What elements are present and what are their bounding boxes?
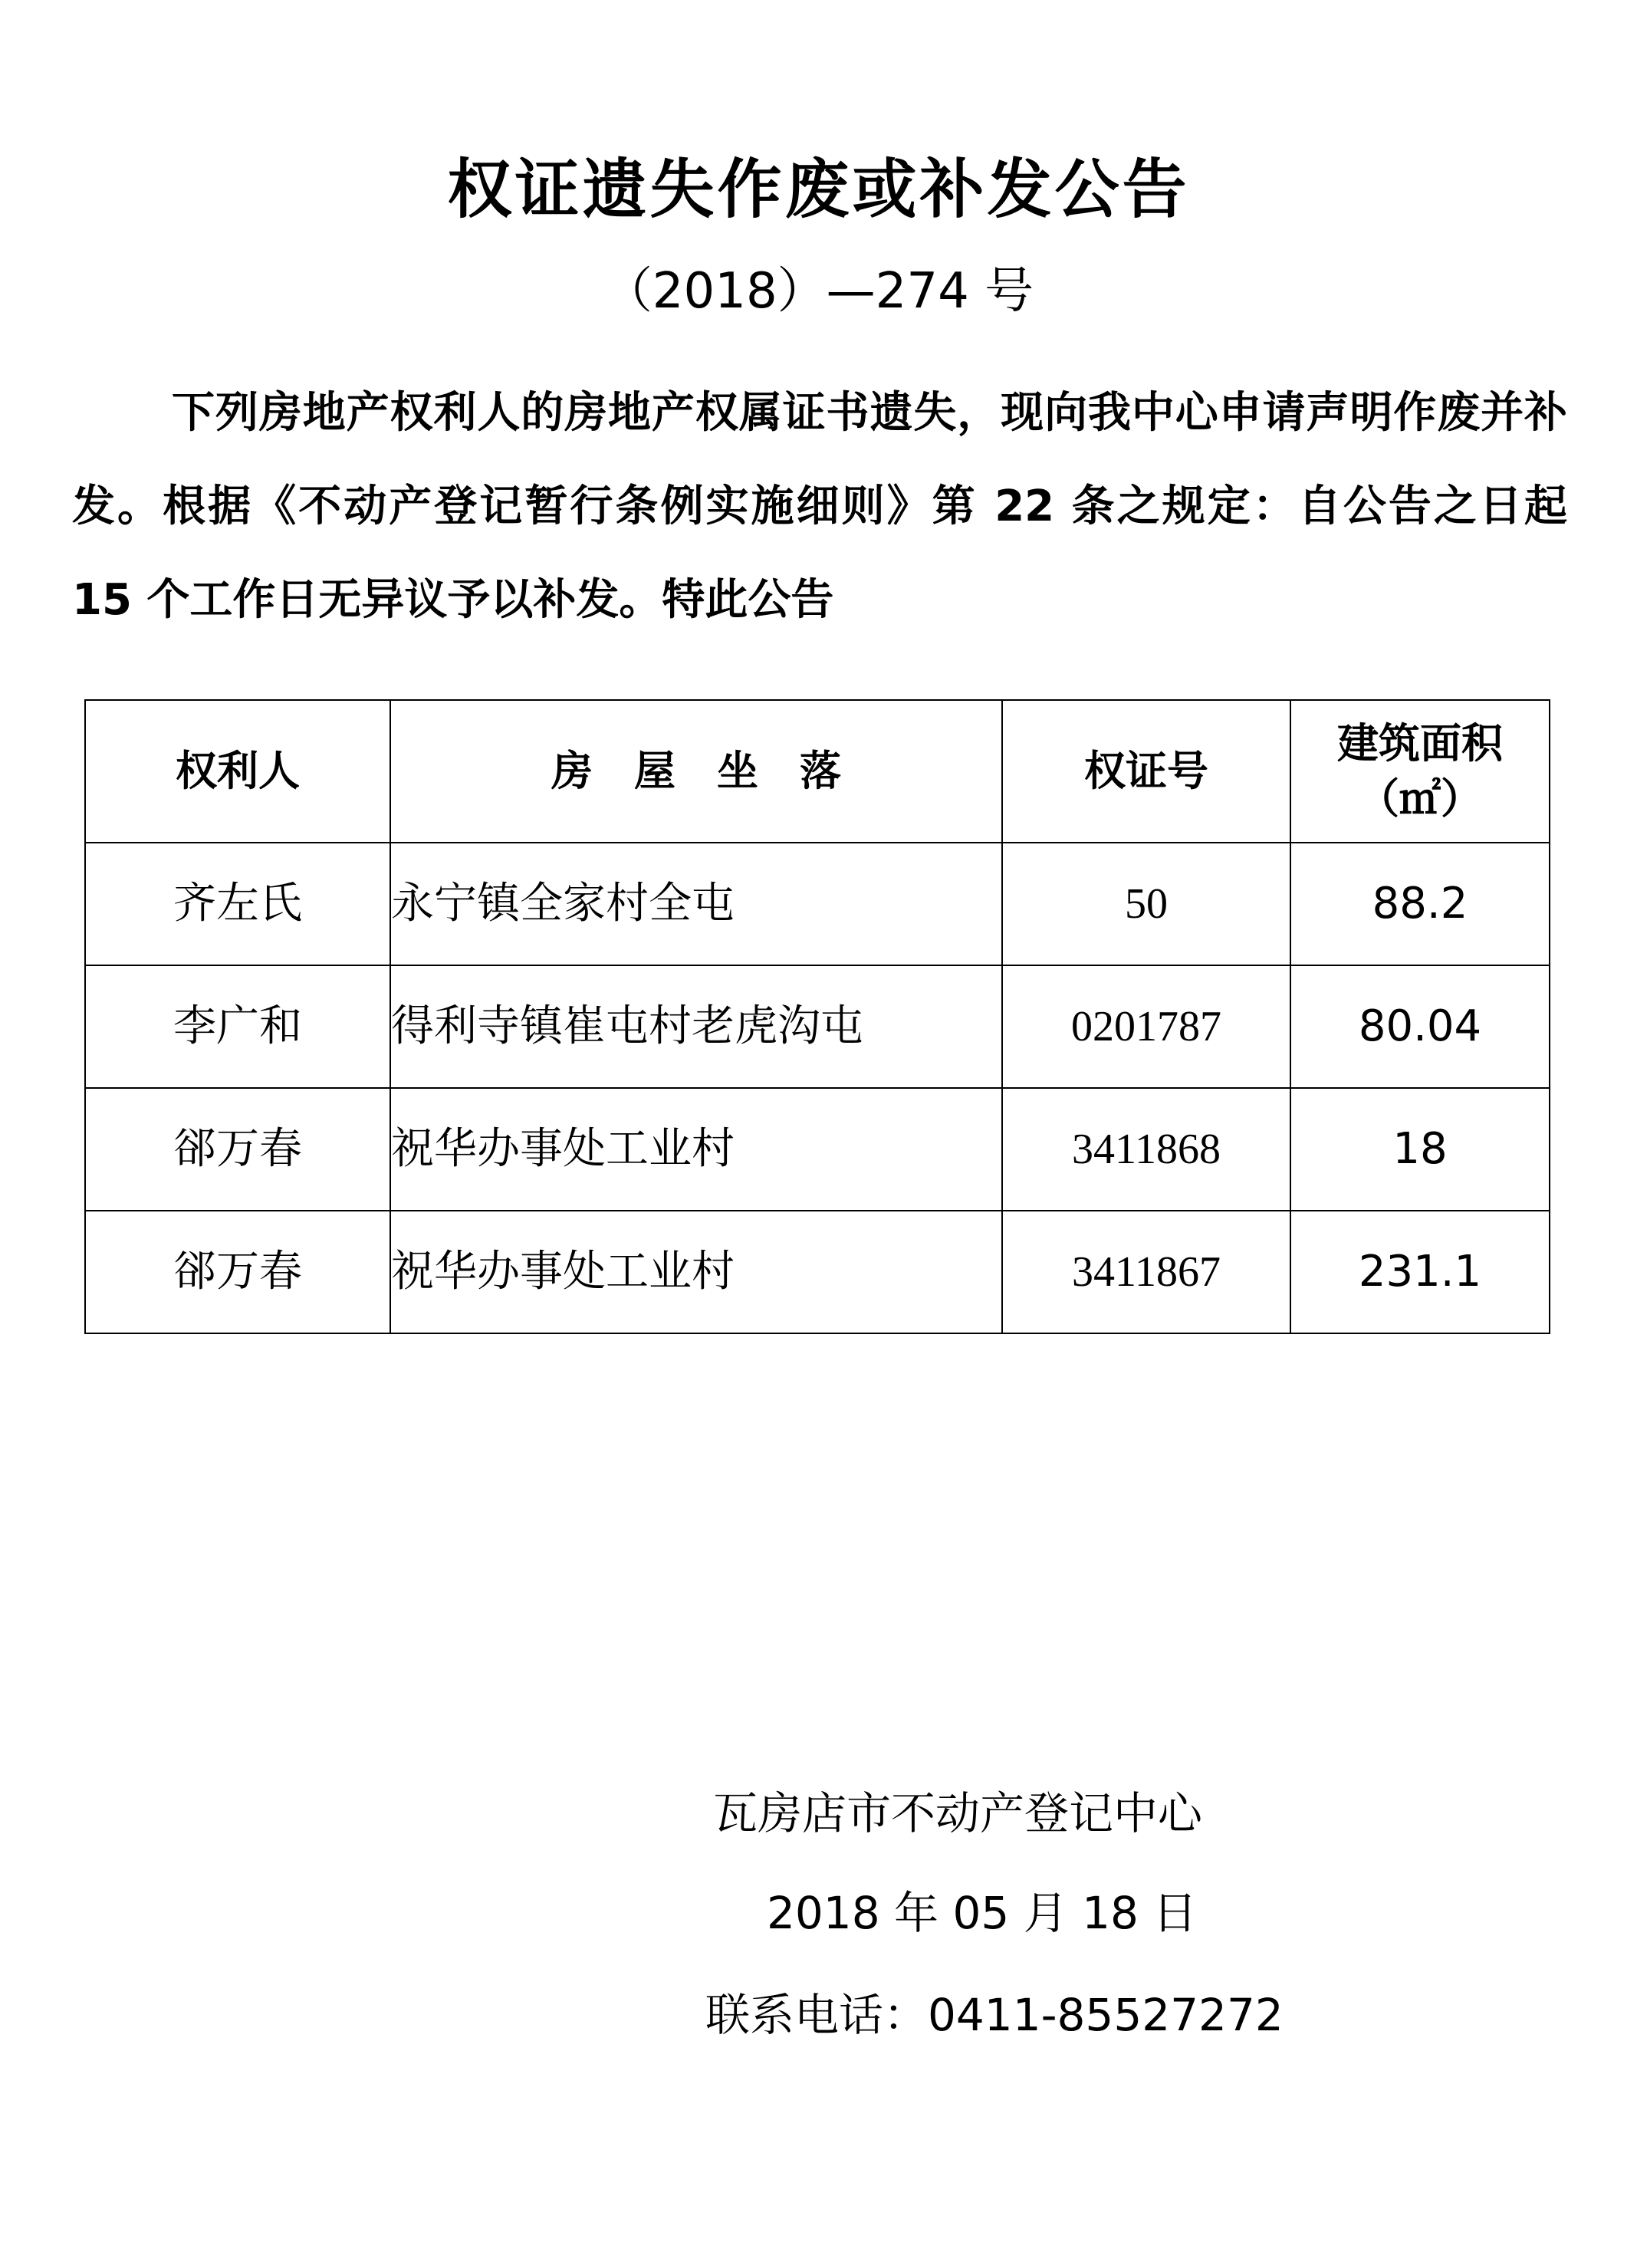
signature-date: 2018 年 05 月 18 日	[767, 1887, 1198, 1939]
cell-cert-no: 50	[1002, 843, 1290, 965]
cell-location: 得利寺镇崔屯村老虎沟屯	[390, 965, 1002, 1088]
cell-area: 231.1	[1290, 1211, 1550, 1333]
header-area-label: 建筑面积	[1337, 719, 1503, 768]
cell-cert-no: 3411868	[1002, 1088, 1290, 1211]
table-row	[85, 1211, 1550, 1333]
cell-area: 18	[1290, 1088, 1550, 1211]
table-row	[85, 1088, 1550, 1211]
cell-location: 祝华办事处工业村	[390, 1211, 1002, 1333]
table-row	[85, 843, 1550, 965]
signature-organization: 瓦房店市不动产登记中心	[713, 1787, 1203, 1839]
notice-body: 下列房地产权利人的房地产权属证书遗失，现向我中心申请声明作废并补发。根据《不动产登记暂行条例实施细则》第 22 条之规定：自公告之日起 15 个工作日无异议予以补发。特此公告	[72, 388, 1567, 625]
header-area	[1290, 700, 1550, 843]
header-area-unit: （㎡）	[1358, 774, 1482, 823]
cell-owner: 李广和	[85, 965, 390, 1088]
header-cert-no: 权证号	[1002, 700, 1290, 843]
cell-area: 80.04	[1290, 965, 1550, 1088]
notice-number: （2018）—274 号	[603, 263, 1034, 320]
cell-location: 永宁镇全家村全屯	[390, 843, 1002, 965]
table-row	[85, 965, 1550, 1088]
cell-area: 88.2	[1290, 843, 1550, 965]
header-location: 房 屋 坐 落	[390, 700, 1002, 843]
notice-title: 权证遗失作废或补发公告	[447, 152, 1190, 227]
cell-owner: 郤万春	[85, 1088, 390, 1211]
header-owner: 权利人	[85, 700, 390, 843]
cell-cert-no: 3411867	[1002, 1211, 1290, 1333]
cell-owner: 齐左氏	[85, 843, 390, 965]
contact-phone: 联系电话：0411-85527272	[705, 1989, 1284, 2041]
table-header-row	[85, 700, 1550, 843]
cell-location: 祝华办事处工业村	[390, 1088, 1002, 1211]
cell-cert-no: 0201787	[1002, 965, 1290, 1088]
cell-owner: 郤万春	[85, 1211, 390, 1333]
lost-certificate-table	[84, 699, 1550, 1334]
